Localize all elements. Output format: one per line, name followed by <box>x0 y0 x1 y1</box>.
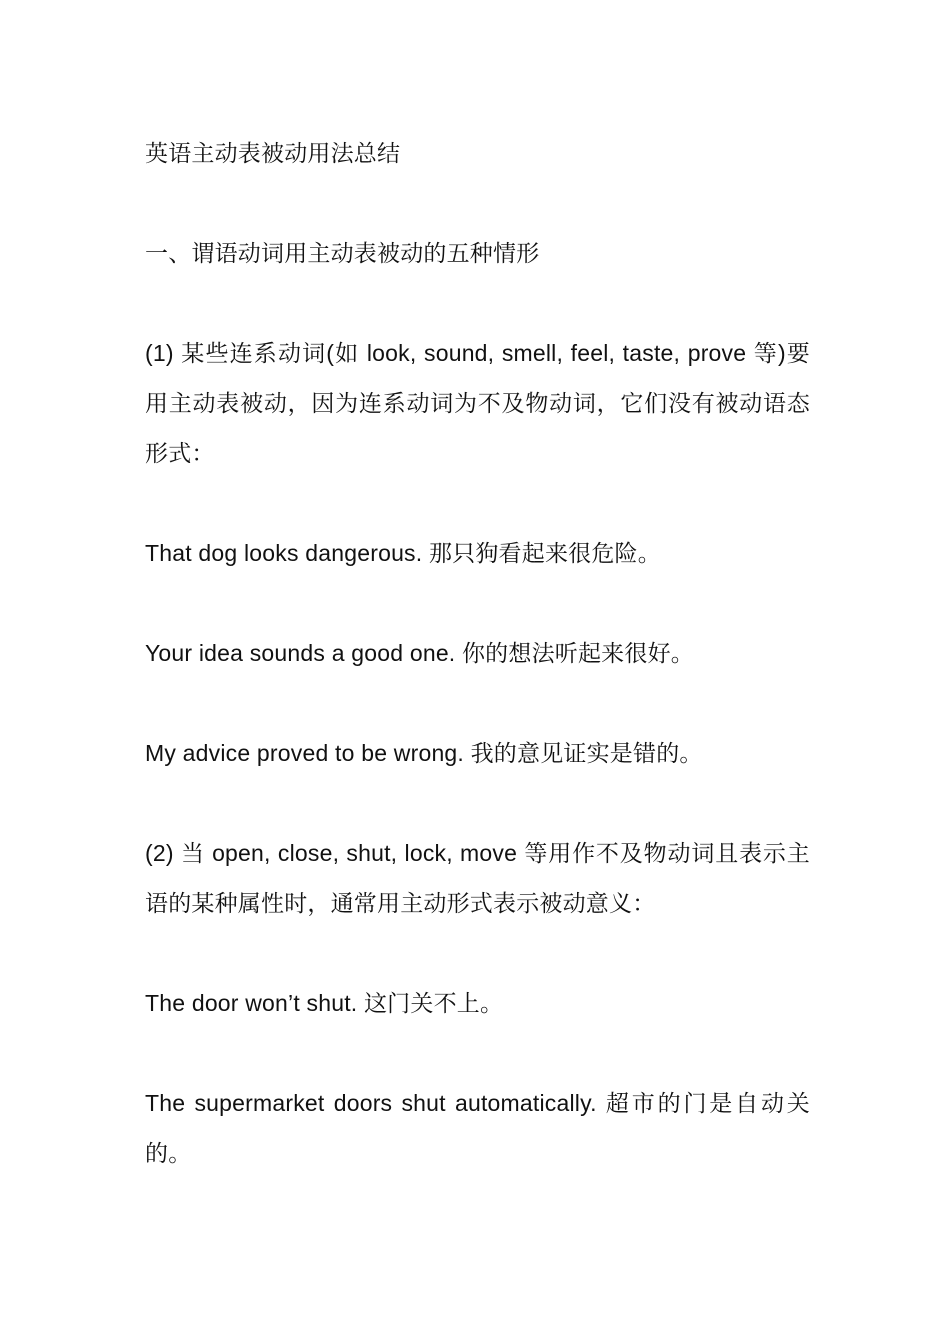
section-heading: 一、谓语动词用主动表被动的五种情形 <box>145 240 540 266</box>
document-title: 英语主动表被动用法总结 <box>145 140 401 166</box>
rule-paragraph-1: (1) 某些连系动词(如 look, sound, smell, feel, taste, prove 等)要用主动表被动，因为连系动词为不及物动词，它们没有被动语态形式： <box>145 340 810 466</box>
example-sentence: The door won’t shut. 这门关不上。 <box>145 990 504 1016</box>
example-sentence: Your idea sounds a good one. 你的想法听起来很好。 <box>145 640 694 666</box>
example-sentence: My advice proved to be wrong. 我的意见证实是错的。 <box>145 740 703 766</box>
document-body <box>145 128 810 1178</box>
example-sentence: The supermarket doors shut automatically. 超市的门是自动关的。 <box>145 1090 810 1166</box>
example-sentence: That dog looks dangerous. 那只狗看起来很危险。 <box>145 540 661 566</box>
rule-paragraph-2: (2) 当 open, close, shut, lock, move 等用作不及物动词且表示主语的某种属性时，通常用主动形式表示被动意义： <box>145 840 810 916</box>
